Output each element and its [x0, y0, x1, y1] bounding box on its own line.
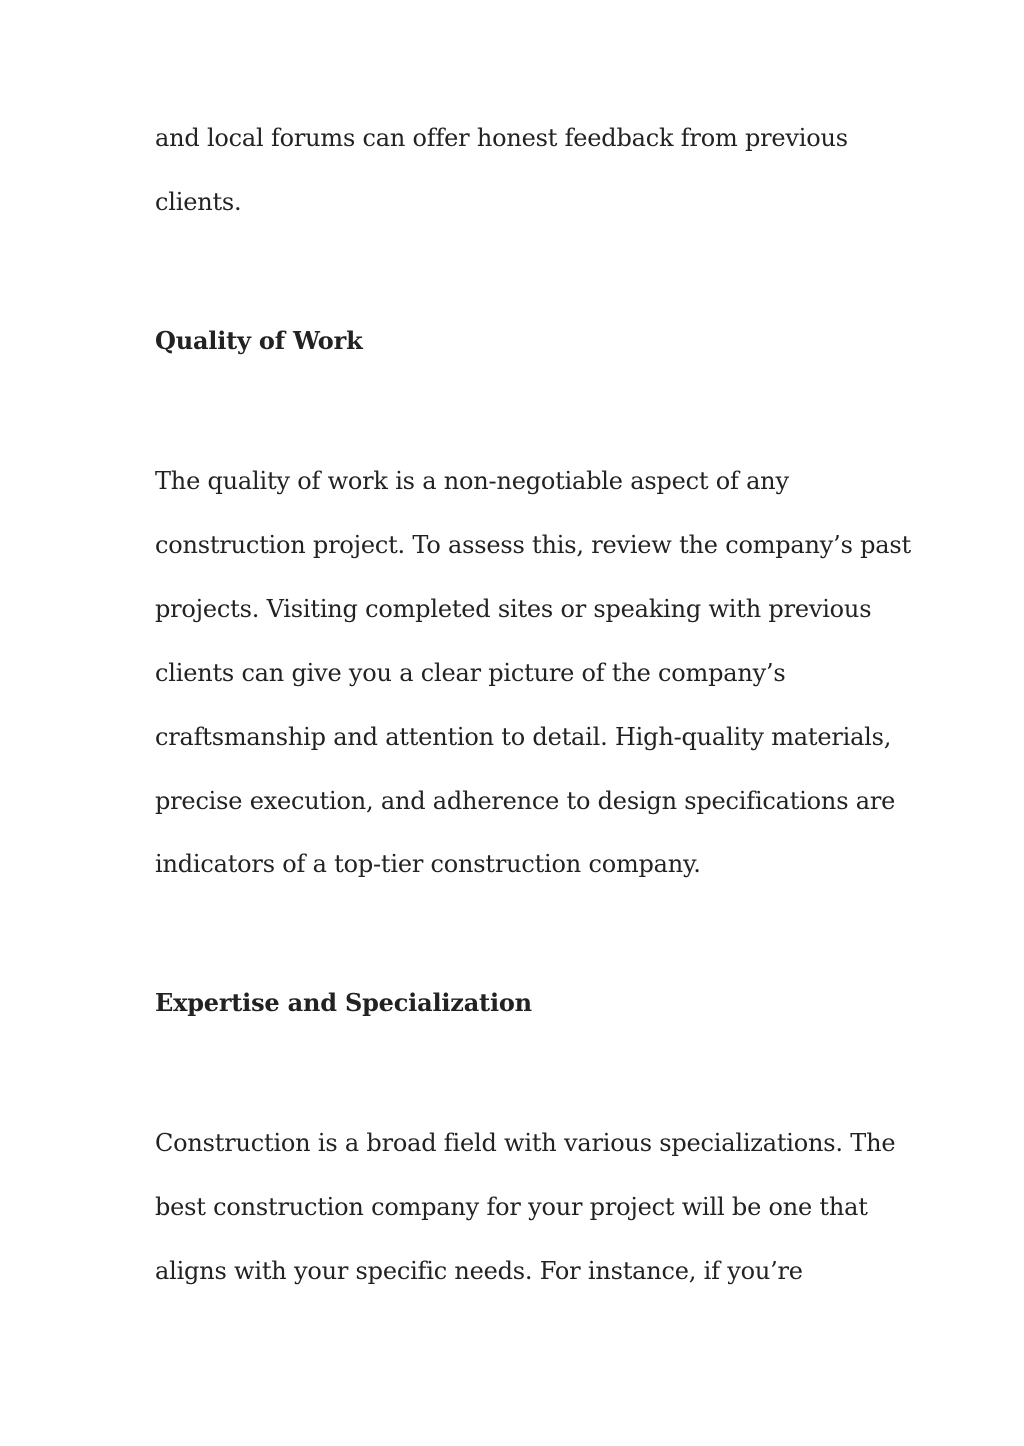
section-heading-expertise: Expertise and Specialization — [155, 988, 532, 1017]
text-line: clients. — [155, 188, 242, 216]
text-line: best construction company for your project will be one that — [155, 1193, 868, 1221]
text-line: and local forums can offer honest feedback from previous — [155, 124, 848, 152]
text-line: craftsmanship and attention to detail. High-quality materials, — [155, 723, 892, 751]
text-line: projects. Visiting completed sites or speaking with previous — [155, 595, 872, 623]
text-line: clients can give you a clear picture of the company’s — [155, 659, 786, 687]
text-line: precise execution, and adherence to design specifications are — [155, 787, 896, 815]
text-line: Construction is a broad field with various specializations. The — [155, 1129, 896, 1157]
text-line: indicators of a top-tier construction company. — [155, 850, 701, 878]
text-line: aligns with your specific needs. For instance, if you’re — [155, 1257, 803, 1285]
text-line: The quality of work is a non-negotiable aspect of any — [155, 467, 789, 495]
section-heading-quality: Quality of Work — [155, 326, 363, 355]
text-line: construction project. To assess this, review the company’s past — [155, 531, 911, 559]
